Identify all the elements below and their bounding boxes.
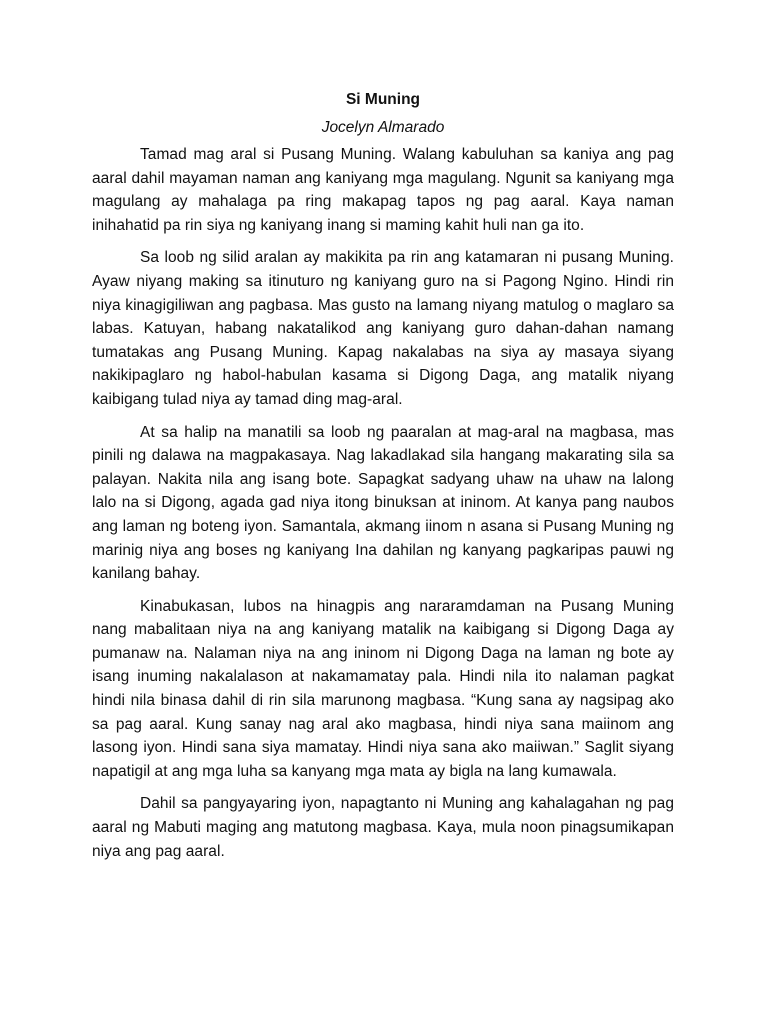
paragraph-4: Kinabukasan, lubos na hinagpis ang nararamdaman na Pusang Muning nang mabalitaan niya na ang kaniyang matalik na kaibigang si Digong Daga ay pumanaw na. Nalaman niya na ang ininom ni Digong Daga na laman ng bote ay isang inuming nakalalason at nakamamatay pala. Hindi nila ito nalaman pagkat hindi nila binasa dahil di rin sila marunong magbasa. “Kung sana ay nagsipag ako sa pag aaral. Kung sanay nag aral ako magbasa, hindi niya sana maiinom ang lasong iyon. Hindi sana siya mamatay. Hindi niya sana ako maiiwan.” Saglit siyang napatigil at ang mga luha sa kanyang mga mata ay bigla na lang kumawala. [92, 597, 674, 780]
document-page [92, 88, 674, 872]
paragraph-3: At sa halip na manatili sa loob ng paaralan at mag-aral na magbasa, mas pinili ng dalawa na magpakasaya. Nag lakadlakad sila hangang makarating sila sa palayan. Nakita nila ang isang bote. Sapagkat sadyang uhaw na uhaw na lalong lalo na si Digong, agada gad niya itong binuksan at ininom. At kanya pang naubos ang laman ng boteng iyon. Samantala, akmang iinom n asana si Pusang Muning ng marinig niya ang boses ng kaniyang Ina dahilan ng kanyang pagkaripas pauwi ng kanilang bahay. [92, 423, 674, 583]
document-author: Jocelyn Almarado [321, 119, 445, 136]
paragraph-1: Tamad mag aral si Pusang Muning. Walang kabuluhan sa kaniya ang pag aaral dahil mayaman naman ang kaniyang mga magulang. Ngunit sa kaniyang mga magulang ay mahalaga pa ring makapag tapos ng pag aaral. Kaya naman inihahatid pa rin siya ng kaniyang inang si maming kahit huli nan ga ito. [92, 146, 674, 234]
paragraph-5: Dahil sa pangyayaring iyon, napagtanto ni Muning ang kahalagahan ng pag aaral ng Mabuti maging ang matutong magbasa. Kaya, mula noon pinagsumikapan niya ang pag aaral. [92, 795, 674, 860]
paragraph-2: Sa loob ng silid aralan ay makikita pa rin ang katamaran ni pusang Muning. Ayaw niyang making sa itinuturo ng kaniyang guro na si Pagong Ngino. Hindi rin niya kinagigiliwan ang pagbasa. Mas gusto na lamang niyang matulog o maglaro sa labas. Katuyan, habang nakatalikod ang kaniyang guro dahan-dahan namang tumatakas ang Pusang Muning. Kapag nakalabas na siya ay masaya siyang nakikipaglaro ng habol-habulan kasama si Digong Daga, ang matalik niyang kaibigang tulad niya ay tamad ding mag-aral. [92, 249, 674, 408]
document-title: Si Muning [345, 91, 421, 108]
